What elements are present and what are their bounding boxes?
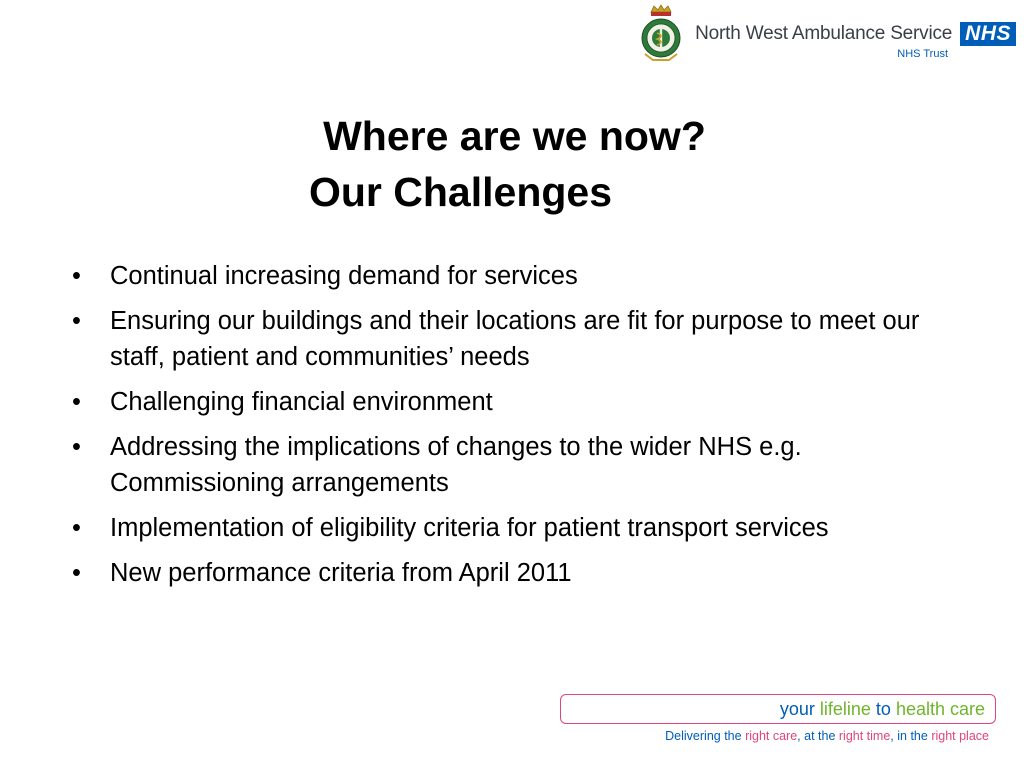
nhs-logo: NHS <box>960 22 1016 46</box>
bullet-dot-icon: • <box>72 433 81 461</box>
subline-part-6: right place <box>931 729 989 743</box>
org-subtitle: NHS Trust <box>897 48 948 60</box>
bullet-item <box>72 384 972 420</box>
org-row <box>695 22 1016 46</box>
bullet-text: Ensuring our buildings and their locations are fit for purpose to meet our staff, patient and communities’ needs <box>110 307 920 371</box>
subline-part-2: right care <box>745 729 798 743</box>
title-line-1: Where are we now? <box>323 113 706 159</box>
bullet-list <box>72 258 972 600</box>
title-line-2: Our Challenges <box>309 169 613 215</box>
tagline-word-health-care: health care <box>895 699 985 719</box>
bullet-text: Challenging financial environment <box>110 388 493 416</box>
header <box>639 2 1016 66</box>
bullet-dot-icon: • <box>72 262 81 290</box>
bullet-item <box>72 258 972 294</box>
bullet-item <box>72 555 972 591</box>
tagline-word-to: to <box>875 699 891 719</box>
tagline-word-your: your <box>779 699 815 719</box>
bullet-text: Addressing the implications of changes to the wider NHS e.g. Commissioning arrangements <box>110 433 802 497</box>
bullet-dot-icon: • <box>72 514 81 542</box>
subline-part-4: right time <box>838 729 891 743</box>
bullet-text: Continual increasing demand for services <box>110 262 578 290</box>
bullet-item <box>72 303 972 375</box>
org-block <box>695 2 1016 60</box>
org-name: North West Ambulance Service <box>695 23 953 44</box>
tagline-box <box>560 694 996 724</box>
bullet-text: Implementation of eligibility criteria for patient transport services <box>110 514 829 542</box>
subline-part-3: , at the <box>797 729 836 743</box>
bullet-item <box>72 510 972 546</box>
royal-crest-icon <box>639 4 683 64</box>
slide-title <box>0 108 1024 220</box>
bullet-dot-icon: • <box>72 388 81 416</box>
footer-subline <box>665 729 989 743</box>
bullet-item <box>72 429 972 501</box>
bullet-text: New performance criteria from April 2011 <box>110 559 572 587</box>
bullet-dot-icon: • <box>72 559 81 587</box>
subline-part-5: , in the <box>890 729 928 743</box>
bullet-dot-icon: • <box>72 307 81 335</box>
subline-part-1: Delivering the <box>665 729 742 743</box>
tagline-word-lifeline: lifeline <box>819 699 871 719</box>
